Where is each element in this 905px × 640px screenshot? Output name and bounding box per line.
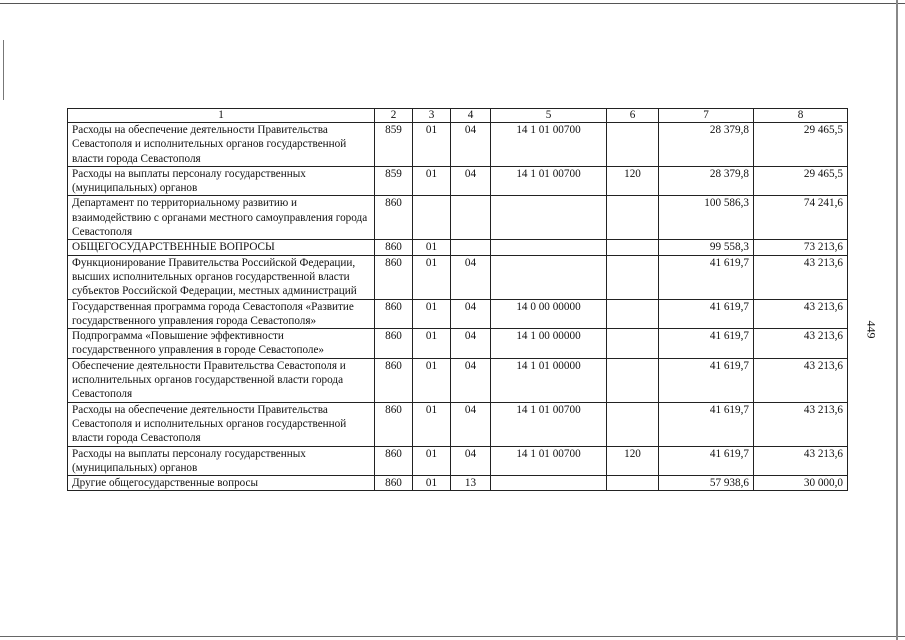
row-amount-year2-cell: 43 213,6: [754, 402, 848, 446]
row-name-cell: ОБЩЕГОСУДАРСТВЕННЫЕ ВОПРОСЫ: [68, 240, 375, 255]
row-amount-year2-cell: 43 213,6: [754, 329, 848, 359]
scan-edge-bottom: [0, 636, 905, 637]
scan-edge-top: [0, 3, 905, 4]
table-row: [68, 446, 848, 476]
row-expense-type-cell: [607, 123, 659, 167]
row-ved-cell: 860: [375, 476, 413, 491]
row-ved-cell: 859: [375, 123, 413, 167]
row-expense-type-cell: [607, 476, 659, 491]
row-expense-type-cell: [607, 329, 659, 359]
row-target-article-cell: 14 0 00 00000: [491, 299, 607, 329]
table-row: [68, 476, 848, 491]
column-header-7: 7: [659, 109, 754, 123]
table-body: [68, 123, 848, 491]
table-row: [68, 255, 848, 299]
row-subsection-cell: 04: [451, 166, 491, 196]
row-amount-year1-cell: 28 379,8: [659, 123, 754, 167]
row-amount-year1-cell: 41 619,7: [659, 402, 754, 446]
row-amount-year2-cell: 43 213,6: [754, 299, 848, 329]
row-name-cell: Департамент по территориальному развитию и взаимодействию с органами местного самоуправления города Севастополя: [68, 196, 375, 240]
row-ved-cell: 860: [375, 358, 413, 402]
table-row: [68, 240, 848, 255]
column-header-5: 5: [491, 109, 607, 123]
row-section-cell: 01: [413, 446, 451, 476]
page-number: 449: [864, 320, 879, 339]
row-section-cell: 01: [413, 166, 451, 196]
row-expense-type-cell: 120: [607, 446, 659, 476]
row-amount-year2-cell: 29 465,5: [754, 166, 848, 196]
table-header: [68, 109, 848, 123]
row-name-cell: Обеспечение деятельности Правительства Севастополя и исполнительных органов государственной власти города Севастополя: [68, 358, 375, 402]
row-target-article-cell: 14 1 00 00000: [491, 329, 607, 359]
row-amount-year2-cell: 43 213,6: [754, 255, 848, 299]
row-amount-year2-cell: 43 213,6: [754, 446, 848, 476]
row-expense-type-cell: [607, 196, 659, 240]
row-subsection-cell: 04: [451, 255, 491, 299]
row-target-article-cell: [491, 255, 607, 299]
column-header-6: 6: [607, 109, 659, 123]
scan-edge-left: [3, 40, 4, 100]
row-target-article-cell: 14 1 01 00700: [491, 123, 607, 167]
row-name-cell: Расходы на обеспечение деятельности Правительства Севастополя и исполнительных органов государственной власти города Севастополя: [68, 123, 375, 167]
row-ved-cell: 860: [375, 196, 413, 240]
row-ved-cell: 860: [375, 240, 413, 255]
row-subsection-cell: 04: [451, 402, 491, 446]
row-subsection-cell: 04: [451, 299, 491, 329]
row-amount-year1-cell: 41 619,7: [659, 255, 754, 299]
row-amount-year1-cell: 100 586,3: [659, 196, 754, 240]
row-name-cell: Подпрограмма «Повышение эффективности государственного управления в городе Севастополе»: [68, 329, 375, 359]
row-ved-cell: 860: [375, 402, 413, 446]
row-amount-year2-cell: 74 241,6: [754, 196, 848, 240]
row-target-article-cell: 14 1 01 00000: [491, 358, 607, 402]
row-target-article-cell: [491, 196, 607, 240]
row-section-cell: 01: [413, 476, 451, 491]
header-row: [68, 109, 848, 123]
row-section-cell: 01: [413, 240, 451, 255]
row-amount-year1-cell: 99 558,3: [659, 240, 754, 255]
row-amount-year2-cell: 43 213,6: [754, 358, 848, 402]
row-section-cell: 01: [413, 402, 451, 446]
row-amount-year2-cell: 30 000,0: [754, 476, 848, 491]
column-header-8: 8: [754, 109, 848, 123]
row-expense-type-cell: [607, 255, 659, 299]
row-ved-cell: 860: [375, 255, 413, 299]
row-target-article-cell: [491, 240, 607, 255]
column-header-2: 2: [375, 109, 413, 123]
column-header-3: 3: [413, 109, 451, 123]
row-subsection-cell: 13: [451, 476, 491, 491]
row-name-cell: Функционирование Правительства Российской Федерации, высших исполнительных органов государственной власти субъектов Российской Федерации, местных администраций: [68, 255, 375, 299]
row-subsection-cell: 04: [451, 329, 491, 359]
budget-table: [67, 108, 848, 491]
row-name-cell: Расходы на выплаты персоналу государственных (муниципальных) органов: [68, 446, 375, 476]
table-row: [68, 166, 848, 196]
row-name-cell: Расходы на обеспечение деятельности Правительства Севастополя и исполнительных органов государственной власти города Севастополя: [68, 402, 375, 446]
row-name-cell: Другие общегосударственные вопросы: [68, 476, 375, 491]
scan-edge-right: [896, 0, 898, 640]
table-row: [68, 329, 848, 359]
table-row: [68, 402, 848, 446]
row-name-cell: Расходы на выплаты персоналу государственных (муниципальных) органов: [68, 166, 375, 196]
row-amount-year2-cell: 73 213,6: [754, 240, 848, 255]
row-amount-year1-cell: 41 619,7: [659, 329, 754, 359]
row-subsection-cell: 04: [451, 123, 491, 167]
row-expense-type-cell: 120: [607, 166, 659, 196]
table-row: [68, 299, 848, 329]
row-target-article-cell: 14 1 01 00700: [491, 402, 607, 446]
row-section-cell: 01: [413, 299, 451, 329]
row-name-cell: Государственная программа города Севастополя «Развитие государственного управления города Севастополя»: [68, 299, 375, 329]
row-subsection-cell: 04: [451, 446, 491, 476]
row-amount-year2-cell: 29 465,5: [754, 123, 848, 167]
row-section-cell: [413, 196, 451, 240]
row-subsection-cell: 04: [451, 358, 491, 402]
row-section-cell: 01: [413, 123, 451, 167]
row-ved-cell: 859: [375, 166, 413, 196]
row-target-article-cell: 14 1 01 00700: [491, 446, 607, 476]
row-expense-type-cell: [607, 402, 659, 446]
row-amount-year1-cell: 41 619,7: [659, 358, 754, 402]
row-amount-year1-cell: 41 619,7: [659, 446, 754, 476]
row-expense-type-cell: [607, 240, 659, 255]
row-expense-type-cell: [607, 299, 659, 329]
row-section-cell: 01: [413, 329, 451, 359]
table-row: [68, 196, 848, 240]
row-section-cell: 01: [413, 255, 451, 299]
row-subsection-cell: [451, 240, 491, 255]
column-header-4: 4: [451, 109, 491, 123]
row-section-cell: 01: [413, 358, 451, 402]
row-amount-year1-cell: 28 379,8: [659, 166, 754, 196]
row-expense-type-cell: [607, 358, 659, 402]
row-ved-cell: 860: [375, 446, 413, 476]
row-amount-year1-cell: 41 619,7: [659, 299, 754, 329]
row-ved-cell: 860: [375, 329, 413, 359]
column-header-1: 1: [68, 109, 375, 123]
row-target-article-cell: 14 1 01 00700: [491, 166, 607, 196]
table-row: [68, 358, 848, 402]
row-amount-year1-cell: 57 938,6: [659, 476, 754, 491]
row-ved-cell: 860: [375, 299, 413, 329]
row-subsection-cell: [451, 196, 491, 240]
table-row: [68, 123, 848, 167]
row-target-article-cell: [491, 476, 607, 491]
